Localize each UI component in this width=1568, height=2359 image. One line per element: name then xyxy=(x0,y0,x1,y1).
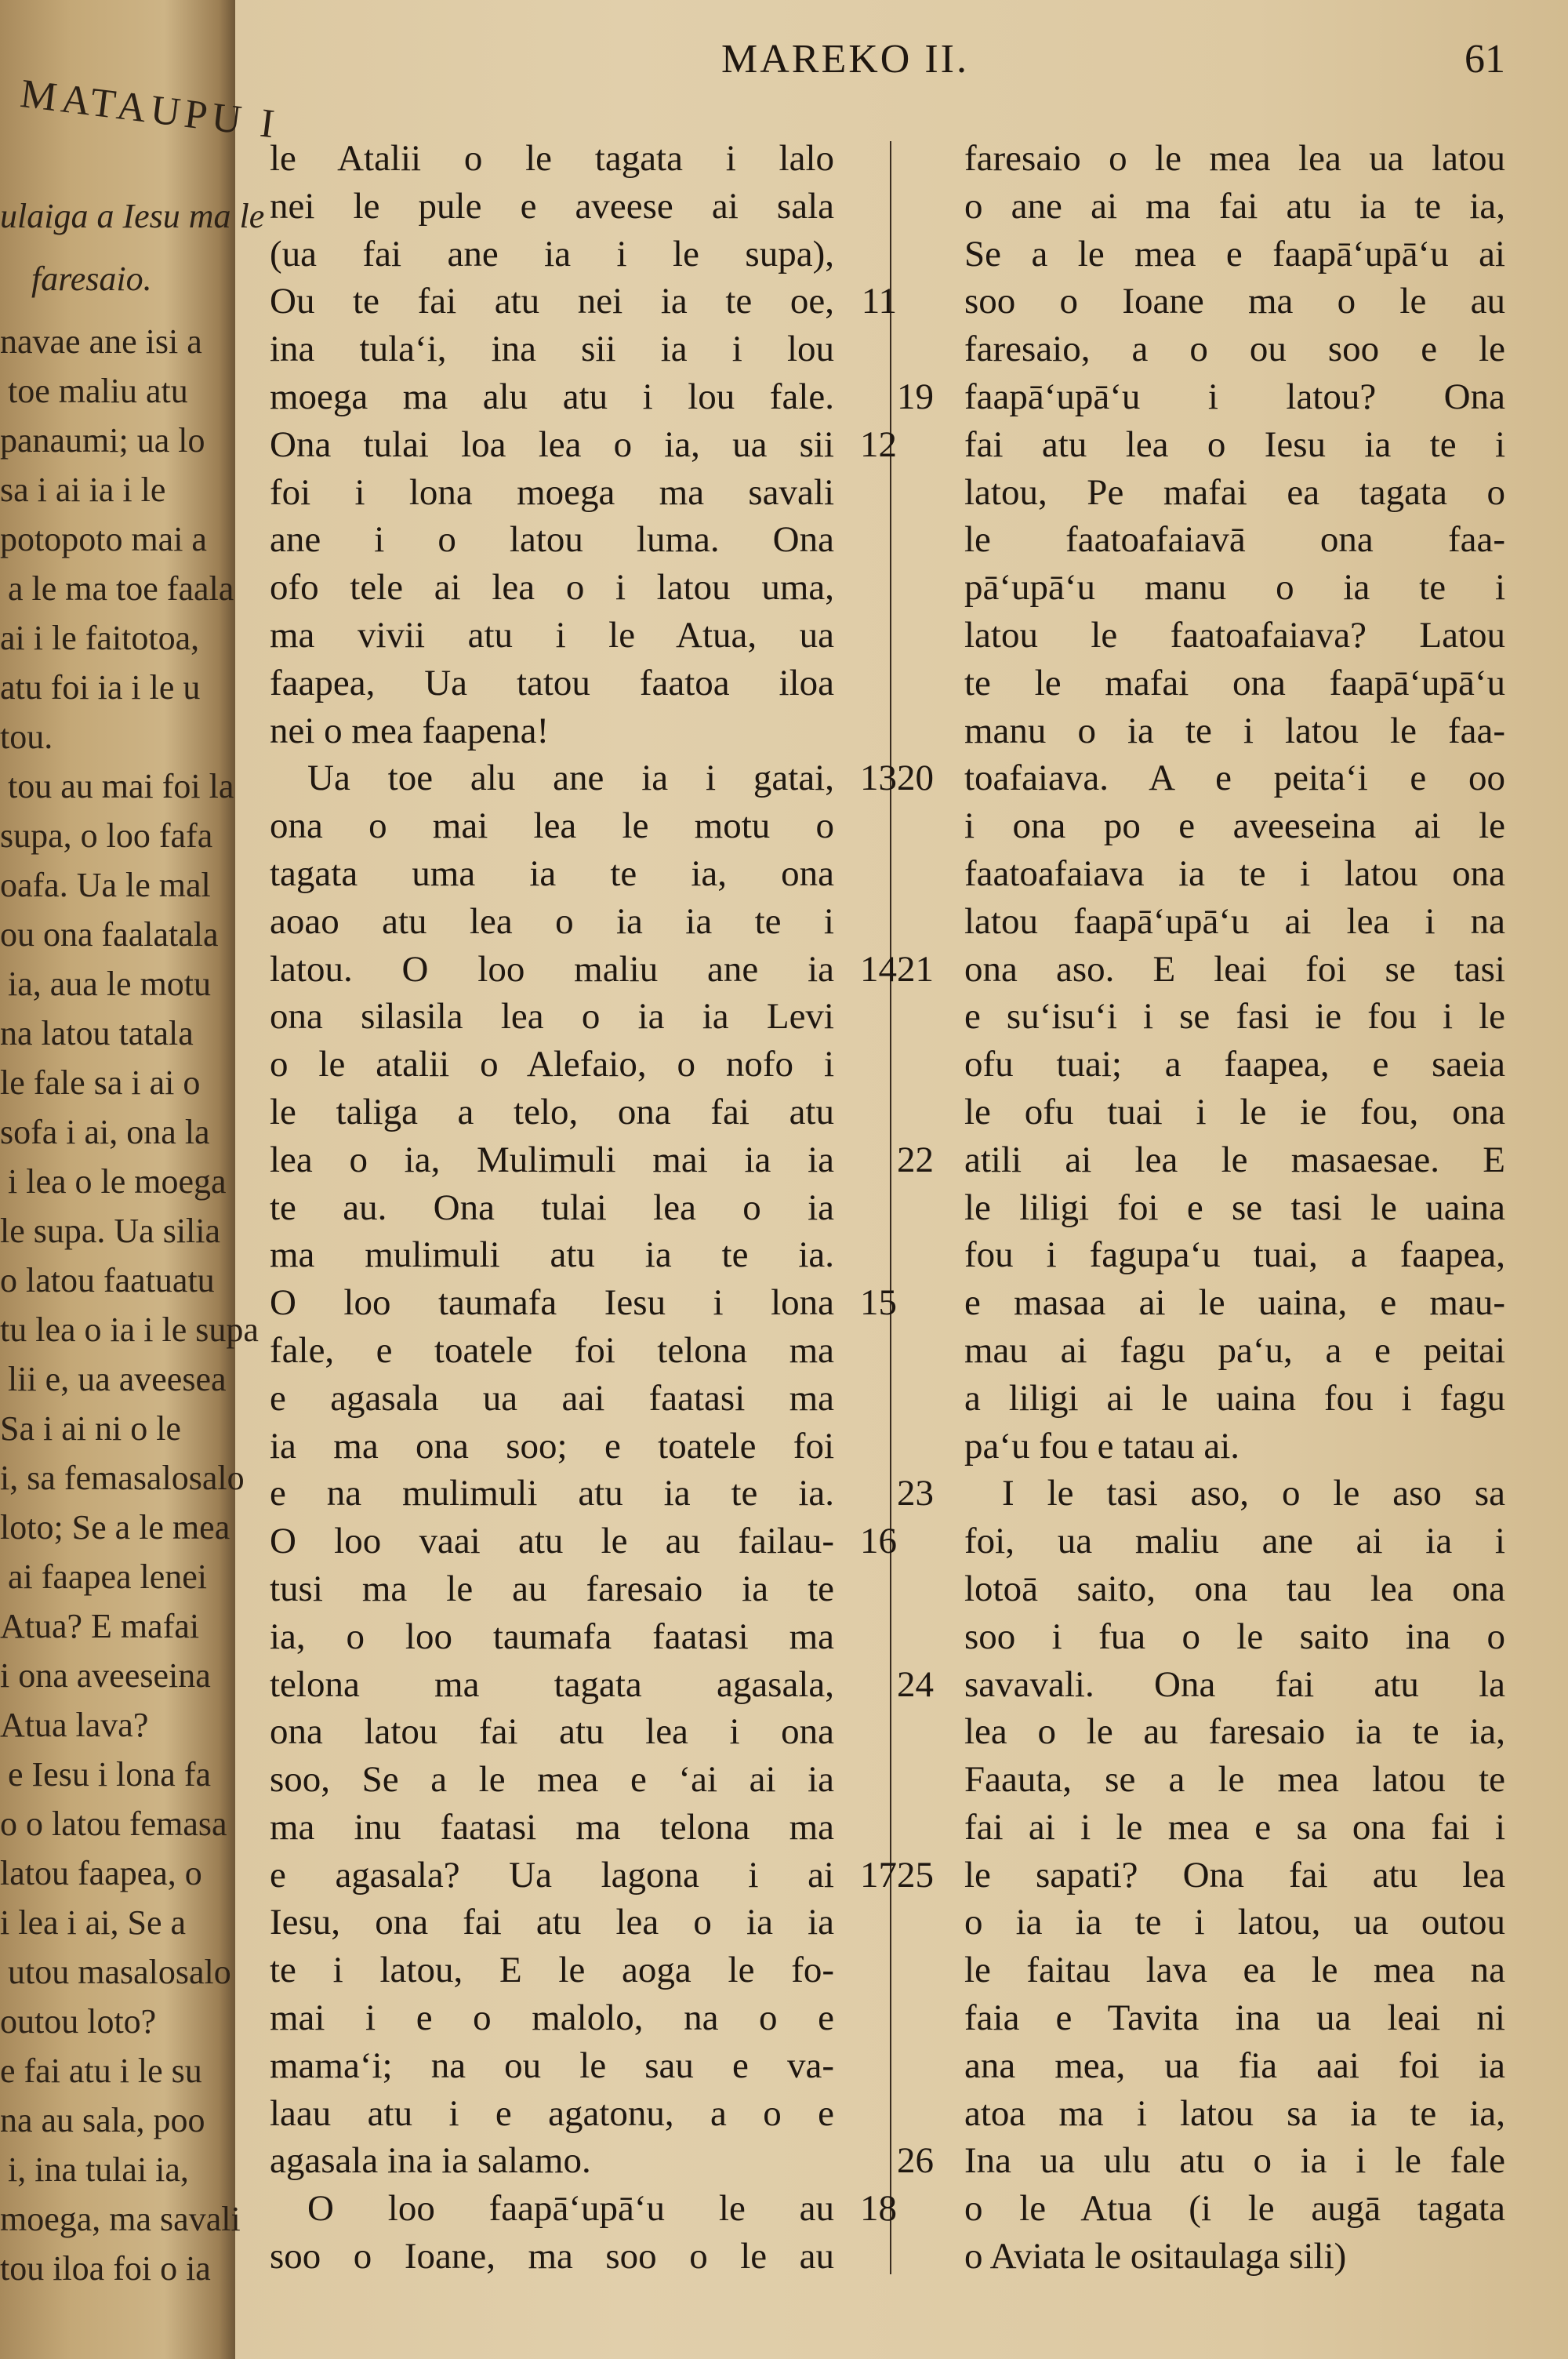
text-line xyxy=(270,1899,866,1946)
line-text: e masaa ai le uaina, e mau- xyxy=(964,1282,1505,1324)
line-text: faapā‘upā‘u i latou? Ona xyxy=(964,376,1505,417)
text-line xyxy=(270,1661,866,1709)
previous-page-fragment: tou. xyxy=(0,718,53,756)
text-line xyxy=(902,1613,1513,1661)
line-text: Se a le mea e faapā‘upā‘u ai xyxy=(964,233,1505,274)
line-text: ofu tuai; a faapea, e saeia xyxy=(964,1044,1505,1085)
text-line xyxy=(270,707,866,755)
previous-page-fragment: ai i le faitotoa, xyxy=(0,619,200,657)
text-line xyxy=(270,421,897,469)
previous-page-fragment: atu foi ia i le u xyxy=(0,668,201,707)
line-text: ia, o loo taumafa faatasi ma xyxy=(270,1616,834,1657)
line-text: ia ma ona soo; e toatele foi xyxy=(270,1425,834,1467)
previous-page-fragment: o latou faatuatu xyxy=(0,1261,215,1299)
text-line xyxy=(902,421,1513,469)
left-text-column xyxy=(270,135,897,2281)
verse-number: 20 xyxy=(897,758,934,799)
line-text: latou faapā‘upā‘u ai lea i na xyxy=(964,900,1505,942)
line-text: soo, Se a le mea e ‘ai ai ia xyxy=(270,1759,834,1801)
line-text: Iesu, ona fai atu lea o ia ia xyxy=(270,1902,834,1943)
right-text-column xyxy=(897,135,1513,2281)
text-line xyxy=(270,1946,866,1994)
line-text: ma mulimuli atu ia te ia. xyxy=(270,1234,834,1276)
line-text: te au. Ona tulai lea o ia xyxy=(270,1187,834,1228)
line-text: ina tula‘i, ina sii ia i lou xyxy=(270,329,834,370)
previous-page-fragment: latou faapea, o xyxy=(0,1854,202,1892)
text-line xyxy=(902,516,1513,564)
text-line xyxy=(902,564,1513,612)
line-text: te i latou, E le aoga le fo- xyxy=(270,1950,834,1991)
line-text: ana mea, ua fia aai foi ia xyxy=(964,2045,1505,2086)
text-line xyxy=(270,1708,866,1756)
line-text: ona silasila lea o ia ia Levi xyxy=(270,996,834,1038)
text-line xyxy=(270,612,866,660)
previous-page-fragment: i ona aveeseina xyxy=(0,1656,211,1695)
line-text: pā‘upā‘u manu o ia te i xyxy=(964,567,1505,609)
running-header xyxy=(721,31,1505,86)
previous-page-fragment: panaumi; ua lo xyxy=(0,421,205,460)
text-line xyxy=(902,2233,1513,2281)
text-line xyxy=(902,660,1513,707)
line-text: e na mulimuli atu ia te ia. xyxy=(270,1473,834,1514)
line-text: ona o mai lea le motu o xyxy=(270,805,834,847)
verse-number: 16 xyxy=(860,1521,897,1562)
line-text: manu o ia te i latou le faa- xyxy=(964,710,1505,751)
previous-page-fragment: e fai atu i le su xyxy=(0,2052,202,2090)
line-text: i ona po e aveeseina ai le xyxy=(964,805,1505,847)
text-line xyxy=(897,1470,1513,1518)
previous-page-fragment: navae ane isi a xyxy=(0,322,202,361)
previous-page-fragment: Sa i ai ni o le xyxy=(0,1409,181,1448)
text-line xyxy=(902,1089,1513,1136)
text-line xyxy=(270,754,897,802)
text-line xyxy=(902,802,1513,850)
text-line xyxy=(270,1804,866,1852)
line-text: faresaio, a o ou soo e le xyxy=(964,329,1505,370)
line-text: ma vivii atu i le Atua, ua xyxy=(270,614,834,656)
line-text: faia e Tavita ina ua leai ni xyxy=(964,1997,1505,2039)
text-line xyxy=(902,231,1513,278)
verse-number: 24 xyxy=(897,1663,934,1705)
line-text: soo i fua o le saito ina o xyxy=(964,1616,1505,1657)
line-text: fai atu lea o Iesu ia te i xyxy=(964,423,1505,465)
text-line xyxy=(270,1375,866,1423)
previous-page-fragment: ia, aua le motu xyxy=(8,965,212,1003)
text-line xyxy=(270,564,866,612)
line-text: faapea, Ua tatou faatoa iloa xyxy=(270,662,834,703)
text-line xyxy=(270,946,897,994)
previous-page-fragment: ou ona faalatala xyxy=(0,915,219,954)
text-line xyxy=(270,802,866,850)
text-line xyxy=(902,993,1513,1041)
line-text: pa‘u fou e tatau ai. xyxy=(964,1425,1240,1467)
line-text: faresaio o le mea lea ua latou xyxy=(964,138,1505,179)
line-text: ona latou fai atu lea i ona xyxy=(270,1711,834,1753)
text-line xyxy=(902,1565,1513,1613)
previous-page-fragment: i, ina tulai ia, xyxy=(8,2150,189,2189)
text-line xyxy=(270,2090,866,2138)
line-text: telona ma tagata agasala, xyxy=(270,1663,834,1705)
line-text: Ua toe alu ane ia i gatai, xyxy=(307,758,834,799)
text-line xyxy=(270,1089,866,1136)
line-text: soo o Ioane ma o le au xyxy=(964,281,1505,322)
text-line xyxy=(902,1518,1513,1565)
text-line xyxy=(270,469,866,517)
line-text: latou, Pe mafai ea tagata o xyxy=(964,471,1505,513)
line-text: nei o mea faapena! xyxy=(270,710,550,751)
text-line xyxy=(270,2042,866,2090)
verse-number: 13 xyxy=(860,758,897,799)
text-line xyxy=(270,1279,897,1327)
page-number: 61 xyxy=(1465,36,1505,82)
line-text: I le tasi aso, o le aso sa xyxy=(1002,1473,1505,1514)
text-line xyxy=(270,183,866,231)
previous-page-fragment: outou loto? xyxy=(0,2002,157,2041)
previous-page-fragment: ulaiga a Iesu ma le xyxy=(0,197,265,235)
text-line xyxy=(902,469,1513,517)
text-line xyxy=(270,373,866,421)
line-text: o Aviata le ositaulaga sili) xyxy=(964,2236,1347,2277)
line-text: o ia ia te i latou, ua outou xyxy=(964,1902,1505,1943)
text-line xyxy=(902,1375,1513,1423)
text-line xyxy=(902,707,1513,755)
text-line xyxy=(902,325,1513,373)
text-line xyxy=(270,231,866,278)
previous-page-fragment: e Iesu i lona fa xyxy=(8,1755,211,1794)
text-line xyxy=(270,993,866,1041)
text-line xyxy=(897,373,1513,421)
previous-page-fragment: o o latou femasa xyxy=(0,1805,227,1843)
line-text: moega ma alu atu i lou fale. xyxy=(270,376,834,417)
line-text: le faatoafaiavā ona faa- xyxy=(964,519,1505,561)
text-line xyxy=(902,1041,1513,1089)
previous-page-fragment: Atua lava? xyxy=(0,1706,149,1744)
line-text: (ua fai ane ia i le supa), xyxy=(270,233,834,274)
verse-number: 23 xyxy=(897,1473,934,1514)
text-line xyxy=(270,1423,866,1470)
previous-page-fragment: toe maliu atu xyxy=(8,372,188,410)
previous-page-fragment: ai faapea lenei xyxy=(8,1558,208,1596)
text-line xyxy=(902,850,1513,898)
line-text: ona aso. E leai foi se tasi xyxy=(964,948,1505,990)
text-line xyxy=(270,1184,866,1232)
previous-page-fragment: Atua? E mafai xyxy=(0,1607,200,1645)
previous-page-fragment: tou iloa foi o ia xyxy=(0,2249,211,2288)
line-text: lea o le au faresaio ia te ia, xyxy=(964,1711,1505,1753)
text-line xyxy=(270,1565,866,1613)
previous-page-fragment: supa, o loo fafa xyxy=(0,816,213,855)
line-text: aoao atu lea o ia ia te i xyxy=(270,900,834,942)
previous-page-fragment: oafa. Ua le mal xyxy=(0,866,211,904)
text-line xyxy=(902,1804,1513,1852)
text-line xyxy=(270,1852,897,1899)
line-text: toafaiava. A e peita‘i e oo xyxy=(964,758,1505,799)
line-text: e agasala? Ua lagona i ai xyxy=(270,1854,834,1896)
line-text: O loo taumafa Iesu i lona xyxy=(270,1282,834,1324)
previous-page-fragment: i lea i ai, Se a xyxy=(0,1903,187,1942)
verse-number: 15 xyxy=(860,1282,897,1324)
text-line xyxy=(902,1708,1513,1756)
previous-page-fragment: na latou tatala xyxy=(0,1014,194,1052)
line-text: mama‘i; na ou le sau e va- xyxy=(270,2045,834,2086)
text-line xyxy=(902,612,1513,660)
line-text: O loo faapā‘upā‘u le au xyxy=(307,2188,834,2230)
text-line xyxy=(270,1613,866,1661)
text-line xyxy=(897,1852,1513,1899)
verse-number: 26 xyxy=(897,2140,934,2182)
line-text: atili ai lea le masaesae. E xyxy=(964,1139,1505,1180)
text-line xyxy=(270,1518,897,1565)
line-text: savavali. Ona fai atu la xyxy=(964,1663,1505,1705)
text-line xyxy=(902,135,1513,183)
previous-page-fragment: sofa i ai, ona la xyxy=(0,1113,210,1151)
line-text: le ofu tuai i le ie fou, ona xyxy=(964,1091,1505,1132)
line-text: faatoafaiava ia te i latou ona xyxy=(964,852,1505,894)
line-text: Faauta, se a le mea latou te xyxy=(964,1759,1505,1801)
previous-page-fragment: tu lea o ia i le supa xyxy=(0,1310,259,1349)
line-text: ma inu faatasi ma telona ma xyxy=(270,1806,834,1848)
text-line xyxy=(270,516,866,564)
line-text: latou le faatoafaiava? Latou xyxy=(964,614,1505,656)
line-text: o le atalii o Alefaio, o nofo i xyxy=(270,1044,834,1085)
page-header-title: MAREKO II. xyxy=(721,36,969,82)
previous-page-fragment: i, sa femasalosalo xyxy=(0,1459,245,1497)
previous-page-fragment: moega, ma savali xyxy=(0,2200,241,2238)
text-line xyxy=(902,1184,1513,1232)
text-line xyxy=(270,1994,866,2042)
text-line xyxy=(902,2042,1513,2090)
text-line xyxy=(270,1470,866,1518)
verse-number: 25 xyxy=(897,1854,934,1896)
verse-number: 21 xyxy=(897,948,934,990)
previous-page-fragment: a le ma toe faala xyxy=(8,569,234,608)
text-line xyxy=(902,183,1513,231)
text-line xyxy=(902,898,1513,946)
previous-page-fragment: faresaio. xyxy=(31,260,152,298)
text-line xyxy=(270,850,866,898)
verse-number: 14 xyxy=(860,948,897,990)
text-line xyxy=(897,946,1513,994)
text-line xyxy=(270,2137,866,2185)
previous-page-fragment: i lea o le moega xyxy=(8,1162,227,1201)
line-text: foi, ua maliu ane ai ia i xyxy=(964,1521,1505,1562)
text-line xyxy=(897,1136,1513,1184)
line-text: mai i e o malolo, na o e xyxy=(270,1997,834,2039)
previous-page-edge xyxy=(0,0,281,2359)
line-text: fai ai i le mea e sa ona fai i xyxy=(964,1806,1505,1848)
line-text: soo o Ioane, ma soo o le au xyxy=(270,2236,834,2277)
line-text: tusi ma le au faresaio ia te xyxy=(270,1568,834,1609)
text-line xyxy=(902,1423,1513,1470)
previous-page-fragment: MATAUPU I xyxy=(17,71,281,147)
text-line xyxy=(270,325,866,373)
previous-page-fragment: potopoto mai a xyxy=(0,520,207,558)
line-text: Ona tulai loa lea o ia, ua sii xyxy=(270,423,834,465)
line-text: tagata uma ia te ia, ona xyxy=(270,852,834,894)
line-text: o ane ai ma fai atu ia te ia, xyxy=(964,185,1505,227)
line-text: laau atu i e agatonu, a o e xyxy=(270,2092,834,2134)
line-text: foi i lona moega ma savali xyxy=(270,471,834,513)
line-text: latou. O loo maliu ane ia xyxy=(270,948,834,990)
text-line xyxy=(902,1756,1513,1804)
text-line xyxy=(270,135,866,183)
line-text: lea o ia, Mulimuli mai ia ia xyxy=(270,1139,834,1180)
text-line xyxy=(902,278,1513,325)
line-text: e agasala ua aai faatasi ma xyxy=(270,1377,834,1419)
text-line xyxy=(270,1136,866,1184)
line-text: te le mafai ona faapā‘upā‘u xyxy=(964,662,1505,703)
text-line xyxy=(897,754,1513,802)
text-line xyxy=(270,1327,866,1375)
previous-page-fragment: le supa. Ua silia xyxy=(0,1212,221,1250)
verse-number: 17 xyxy=(860,1854,897,1896)
text-line xyxy=(902,1327,1513,1375)
line-text: o le Atua (i le augā tagata xyxy=(964,2188,1505,2230)
verse-number: 18 xyxy=(860,2188,897,2230)
line-text: le sapati? Ona fai atu lea xyxy=(964,1854,1505,1896)
previous-page-fragment: tou au mai foi la xyxy=(8,767,234,805)
verse-number: 12 xyxy=(860,423,897,465)
text-line xyxy=(270,2185,897,2233)
previous-page-fragment: sa i ai ia i le xyxy=(0,471,166,509)
line-text: Ina ua ulu atu o ia i le fale xyxy=(964,2140,1505,2182)
line-text: O loo vaai atu le au failau- xyxy=(270,1521,834,1562)
line-text: ane i o latou luma. Ona xyxy=(270,519,834,561)
line-text: lotoā saito, ona tau lea ona xyxy=(964,1568,1505,1609)
text-line xyxy=(270,278,897,325)
text-line xyxy=(270,1756,866,1804)
line-text: mau ai fagu pa‘u, a e peitai xyxy=(964,1329,1505,1371)
verse-number: 22 xyxy=(897,1139,934,1180)
line-text: le faitau lava ea le mea na xyxy=(964,1950,1505,1991)
line-text: e su‘isu‘i i se fasi ie fou i le xyxy=(964,996,1505,1038)
previous-page-fragment: le fale sa i ai o xyxy=(0,1063,201,1102)
text-line xyxy=(902,1946,1513,1994)
text-line xyxy=(902,1899,1513,1946)
text-line xyxy=(902,1994,1513,2042)
line-text: ofo tele ai lea o i latou uma, xyxy=(270,567,834,609)
text-line xyxy=(897,2137,1513,2185)
text-line xyxy=(902,2090,1513,2138)
text-line xyxy=(270,660,866,707)
text-line xyxy=(902,1231,1513,1279)
line-text: Ou te fai atu nei ia te oe, xyxy=(270,281,834,322)
line-text: nei le pule e aveese ai sala xyxy=(270,185,834,227)
line-text: fale, e toatele foi telona ma xyxy=(270,1329,834,1371)
line-text: a liligi ai le uaina fou i fagu xyxy=(964,1377,1505,1419)
line-text: atoa ma i latou sa ia te ia, xyxy=(964,2092,1505,2134)
previous-page-fragment: utou masalosalo xyxy=(8,1953,231,1991)
text-line xyxy=(270,1231,866,1279)
text-line xyxy=(270,898,866,946)
text-line xyxy=(897,1661,1513,1709)
text-line xyxy=(270,2233,866,2281)
line-text: agasala ina ia salamo. xyxy=(270,2140,591,2182)
line-text: le Atalii o le tagata i lalo xyxy=(270,138,834,179)
previous-page-fragment: na au sala, poo xyxy=(0,2101,205,2139)
line-text: le taliga a telo, ona fai atu xyxy=(270,1091,834,1132)
text-line xyxy=(902,2185,1513,2233)
previous-page-fragment: loto; Se a le mea xyxy=(0,1508,230,1547)
line-text: fou i fagupa‘u tuai, a faapea, xyxy=(964,1234,1505,1276)
verse-number: 19 xyxy=(897,376,934,417)
text-line xyxy=(270,1041,866,1089)
verse-number: 11 xyxy=(861,281,897,322)
line-text: le liligi foi e se tasi le uaina xyxy=(964,1187,1505,1228)
text-line xyxy=(902,1279,1513,1327)
previous-page-fragment: lii e, ua aveesea xyxy=(8,1360,227,1398)
